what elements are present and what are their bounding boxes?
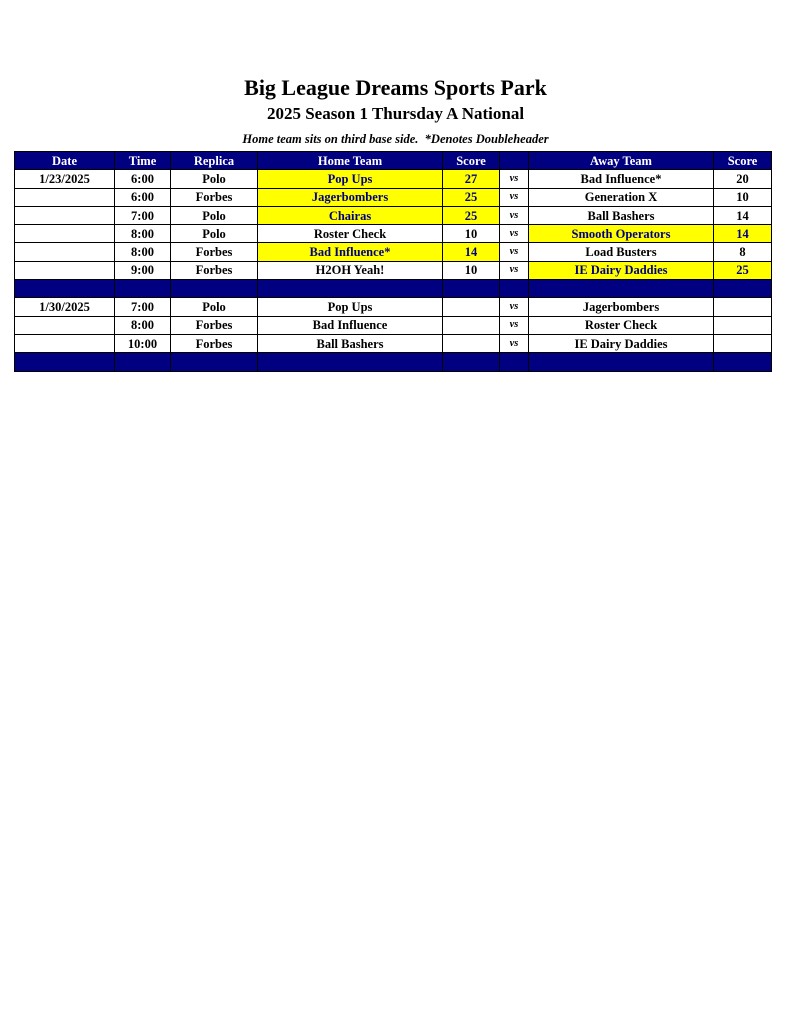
date-cell	[15, 188, 115, 206]
vs-cell: vs	[500, 188, 529, 206]
replica-cell: Forbes	[171, 261, 258, 279]
table-row	[15, 334, 772, 352]
replica-cell: Forbes	[171, 334, 258, 352]
separator-cell	[258, 353, 443, 371]
home-score-cell	[443, 298, 500, 316]
home-team-cell: Pop Ups	[258, 170, 443, 188]
column-header-away-score: Score	[714, 152, 772, 170]
separator-cell	[15, 280, 115, 298]
vs-cell: vs	[500, 206, 529, 224]
separator-cell	[529, 280, 714, 298]
away-team-cell: IE Dairy Daddies	[529, 334, 714, 352]
page-subtitle: 2025 Season 1 Thursday A National	[266, 104, 525, 123]
away-team-cell: Jagerbombers	[529, 298, 714, 316]
home-team-cell: Roster Check	[258, 225, 443, 243]
home-score-cell: 25	[443, 206, 500, 224]
column-header-home-team: Home Team	[258, 152, 443, 170]
replica-cell: Polo	[171, 206, 258, 224]
separator-cell	[500, 353, 529, 371]
away-score-cell: 14	[714, 206, 772, 224]
replica-cell: Polo	[171, 298, 258, 316]
away-team-cell: Load Busters	[529, 243, 714, 261]
time-cell: 10:00	[115, 334, 171, 352]
away-team-cell: Generation X	[529, 188, 714, 206]
away-team-cell: IE Dairy Daddies	[529, 261, 714, 279]
vs-cell: vs	[500, 316, 529, 334]
separator-cell	[15, 353, 115, 371]
home-score-cell: 10	[443, 261, 500, 279]
table-row	[15, 170, 772, 188]
vs-cell: vs	[500, 261, 529, 279]
date-cell	[15, 261, 115, 279]
home-score-cell: 25	[443, 188, 500, 206]
home-team-cell: Bad Influence	[258, 316, 443, 334]
vs-cell: vs	[500, 243, 529, 261]
vs-cell: vs	[500, 170, 529, 188]
replica-cell: Forbes	[171, 316, 258, 334]
separator-row	[15, 353, 772, 371]
home-team-cell: Ball Bashers	[258, 334, 443, 352]
vs-cell: vs	[500, 334, 529, 352]
table-row	[15, 298, 772, 316]
away-score-cell: 25	[714, 261, 772, 279]
home-team-cell: Pop Ups	[258, 298, 443, 316]
home-team-cell: Jagerbombers	[258, 188, 443, 206]
separator-cell	[115, 353, 171, 371]
home-score-cell: 14	[443, 243, 500, 261]
away-score-cell	[714, 298, 772, 316]
replica-cell: Polo	[171, 225, 258, 243]
away-team-cell: Ball Bashers	[529, 206, 714, 224]
replica-cell: Forbes	[171, 188, 258, 206]
separator-cell	[500, 280, 529, 298]
away-score-cell: 8	[714, 243, 772, 261]
column-header-vs	[500, 152, 529, 170]
separator-cell	[714, 280, 772, 298]
column-header-time: Time	[115, 152, 171, 170]
home-score-cell	[443, 334, 500, 352]
replica-cell: Forbes	[171, 243, 258, 261]
column-header-date: Date	[15, 152, 115, 170]
away-score-cell: 10	[714, 188, 772, 206]
away-score-cell	[714, 334, 772, 352]
time-cell: 6:00	[115, 188, 171, 206]
separator-cell	[115, 280, 171, 298]
table-row	[15, 206, 772, 224]
time-cell: 8:00	[115, 316, 171, 334]
table-row	[15, 316, 772, 334]
column-header-away-team: Away Team	[529, 152, 714, 170]
schedule-note: Home team sits on third base side. *Denotes Doubleheader	[242, 132, 549, 146]
separator-cell	[443, 280, 500, 298]
schedule-body	[15, 170, 772, 371]
away-team-cell: Smooth Operators	[529, 225, 714, 243]
home-score-cell: 10	[443, 225, 500, 243]
date-cell	[15, 206, 115, 224]
away-score-cell: 20	[714, 170, 772, 188]
time-cell: 8:00	[115, 225, 171, 243]
vs-cell: vs	[500, 225, 529, 243]
vs-cell: vs	[500, 298, 529, 316]
away-team-cell: Roster Check	[529, 316, 714, 334]
table-row	[15, 243, 772, 261]
separator-cell	[171, 280, 258, 298]
date-cell	[15, 334, 115, 352]
separator-cell	[529, 353, 714, 371]
date-cell: 1/30/2025	[15, 298, 115, 316]
time-cell: 7:00	[115, 298, 171, 316]
separator-row	[15, 280, 772, 298]
separator-cell	[258, 280, 443, 298]
replica-cell: Polo	[171, 170, 258, 188]
schedule-table	[14, 151, 772, 372]
away-score-cell: 14	[714, 225, 772, 243]
time-cell: 7:00	[115, 206, 171, 224]
date-cell: 1/23/2025	[15, 170, 115, 188]
home-score-cell	[443, 316, 500, 334]
away-team-cell: Bad Influence*	[529, 170, 714, 188]
date-cell	[15, 225, 115, 243]
table-header-row	[15, 152, 772, 170]
column-header-replica: Replica	[171, 152, 258, 170]
away-score-cell	[714, 316, 772, 334]
table-row	[15, 188, 772, 206]
home-team-cell: H2OH Yeah!	[258, 261, 443, 279]
separator-cell	[443, 353, 500, 371]
time-cell: 9:00	[115, 261, 171, 279]
home-score-cell: 27	[443, 170, 500, 188]
separator-cell	[171, 353, 258, 371]
page-title: Big League Dreams Sports Park	[244, 75, 547, 100]
time-cell: 8:00	[115, 243, 171, 261]
date-cell	[15, 316, 115, 334]
table-row	[15, 261, 772, 279]
table-row	[15, 225, 772, 243]
date-cell	[15, 243, 115, 261]
column-header-home-score: Score	[443, 152, 500, 170]
separator-cell	[714, 353, 772, 371]
home-team-cell: Bad Influence*	[258, 243, 443, 261]
time-cell: 6:00	[115, 170, 171, 188]
home-team-cell: Chairas	[258, 206, 443, 224]
